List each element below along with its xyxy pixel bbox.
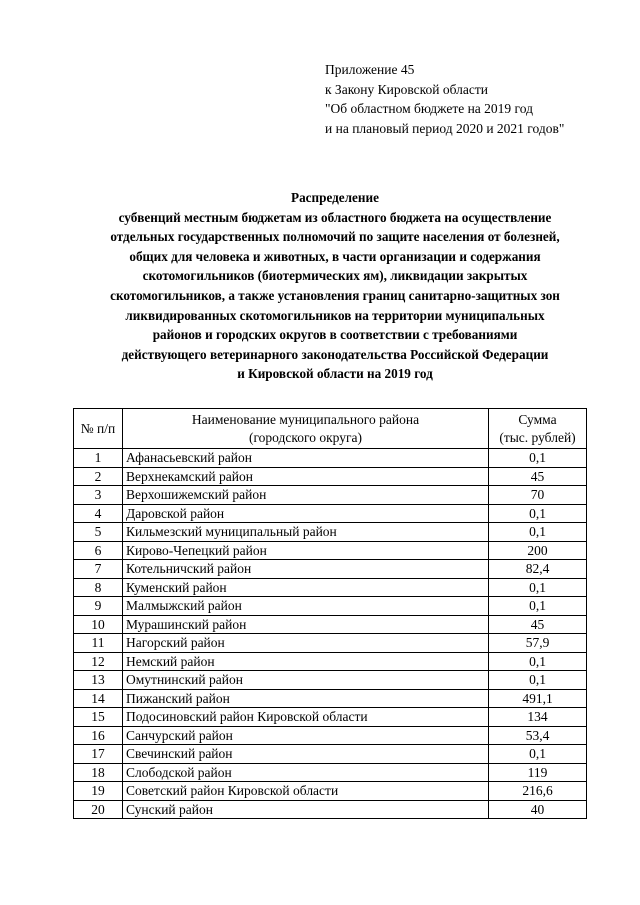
row-num: 20 [74,800,123,819]
row-name: Нагорский район [123,634,489,653]
row-num: 10 [74,615,123,634]
row-num: 8 [74,578,123,597]
table-row [74,449,587,468]
row-num: 2 [74,467,123,486]
title-line: скотомогильников, а также установления границ санитарно-защитных зон [110,287,560,303]
title-line: общих для человека и животных, в части организации и содержания [129,248,541,264]
row-name: Советский район Кировской области [123,782,489,801]
title-line: отдельных государственных полномочий по защите населения от болезней, [110,229,560,245]
appendix-line: Приложение 45 [325,62,415,77]
row-num: 18 [74,763,123,782]
row-name: Свечинский район [123,745,489,764]
header-name-subtext: (городского округа) [248,429,363,445]
row-sum: 0,1 [489,578,587,597]
table-row [74,560,587,579]
appendix-line: "Об областном бюджете на 2019 год [325,101,533,116]
row-num: 4 [74,504,123,523]
row-sum: 45 [489,467,587,486]
title-line: субвенций местным бюджетам из областного бюджета на осуществление [118,209,552,225]
row-sum: 0,1 [489,504,587,523]
row-name: Верхошижемский район [123,486,489,505]
row-sum: 45 [489,615,587,634]
row-num: 3 [74,486,123,505]
row-sum: 200 [489,541,587,560]
row-sum: 70 [489,486,587,505]
table-row [74,763,587,782]
title-line: районов и городских округов в соответствии с требованиями [152,327,518,343]
table-row [74,708,587,727]
row-name: Афанасьевский район [123,449,489,468]
title-line: ликвидированных скотомогильников на территории муниципальных [125,307,545,323]
row-name: Куменский район [123,578,489,597]
header-name [123,409,489,449]
title-line: действующего ветеринарного законодательства Российской Федерации [121,346,549,362]
table-row [74,726,587,745]
table-row [74,652,587,671]
row-sum: 0,1 [489,745,587,764]
row-name: Немский район [123,652,489,671]
table-row [74,541,587,560]
row-num: 7 [74,560,123,579]
header-num-text: № п/п [80,420,116,436]
table-row [74,689,587,708]
document-title [60,188,610,384]
table-row [74,782,587,801]
row-name: Слободской район [123,763,489,782]
row-name: Подосиновский район Кировской области [123,708,489,727]
appendix-line: к Закону Кировской области [325,81,489,97]
row-num: 14 [74,689,123,708]
row-num: 11 [74,634,123,653]
table-row [74,578,587,597]
table-header-row [74,409,587,449]
row-name: Малмыжский район [123,597,489,616]
row-name: Санчурский район [123,726,489,745]
row-num: 1 [74,449,123,468]
table-row [74,615,587,634]
row-sum: 40 [489,800,587,819]
title-line: и Кировской области на 2019 год [237,366,433,382]
title-line: скотомогильников (биотермических ям), ликвидации закрытых [142,268,528,284]
row-sum: 491,1 [489,689,587,708]
table-row [74,745,587,764]
row-num: 17 [74,745,123,764]
appendix-line: и на плановый период 2020 и 2021 годов" [325,120,565,136]
table-row [74,634,587,653]
row-name: Котельничский район [123,560,489,579]
row-sum: 57,9 [489,634,587,653]
table-row [74,523,587,542]
table-row [74,800,587,819]
table-row [74,597,587,616]
row-sum: 82,4 [489,560,587,579]
row-sum: 119 [489,763,587,782]
table-row [74,671,587,690]
row-name: Кирово-Чепецкий район [123,541,489,560]
row-sum: 0,1 [489,597,587,616]
header-sum [489,409,587,449]
appendix-header [325,60,564,138]
row-num: 9 [74,597,123,616]
table-row [74,467,587,486]
header-sum-subtext: (тыс. рублей) [499,429,576,445]
table-row [74,504,587,523]
header-name-text: Наименование муниципального района [191,411,420,427]
subsidy-table [73,408,587,819]
row-name: Мурашинский район [123,615,489,634]
header-sum-text: Сумма [518,411,557,427]
row-num: 5 [74,523,123,542]
row-name: Сунский район [123,800,489,819]
row-name: Даровской район [123,504,489,523]
row-num: 12 [74,652,123,671]
row-name: Верхнекамский район [123,467,489,486]
row-sum: 134 [489,708,587,727]
title-heading: Распределение [291,190,379,205]
row-num: 15 [74,708,123,727]
row-sum: 53,4 [489,726,587,745]
row-sum: 0,1 [489,671,587,690]
row-num: 16 [74,726,123,745]
table-row [74,486,587,505]
row-sum: 0,1 [489,652,587,671]
row-sum: 0,1 [489,523,587,542]
row-name: Омутнинский район [123,671,489,690]
row-sum: 0,1 [489,449,587,468]
row-sum: 216,6 [489,782,587,801]
row-name: Кильмезский муниципальный район [123,523,489,542]
row-name: Пижанский район [123,689,489,708]
row-num: 6 [74,541,123,560]
row-num: 19 [74,782,123,801]
row-num: 13 [74,671,123,690]
header-num [74,409,123,449]
